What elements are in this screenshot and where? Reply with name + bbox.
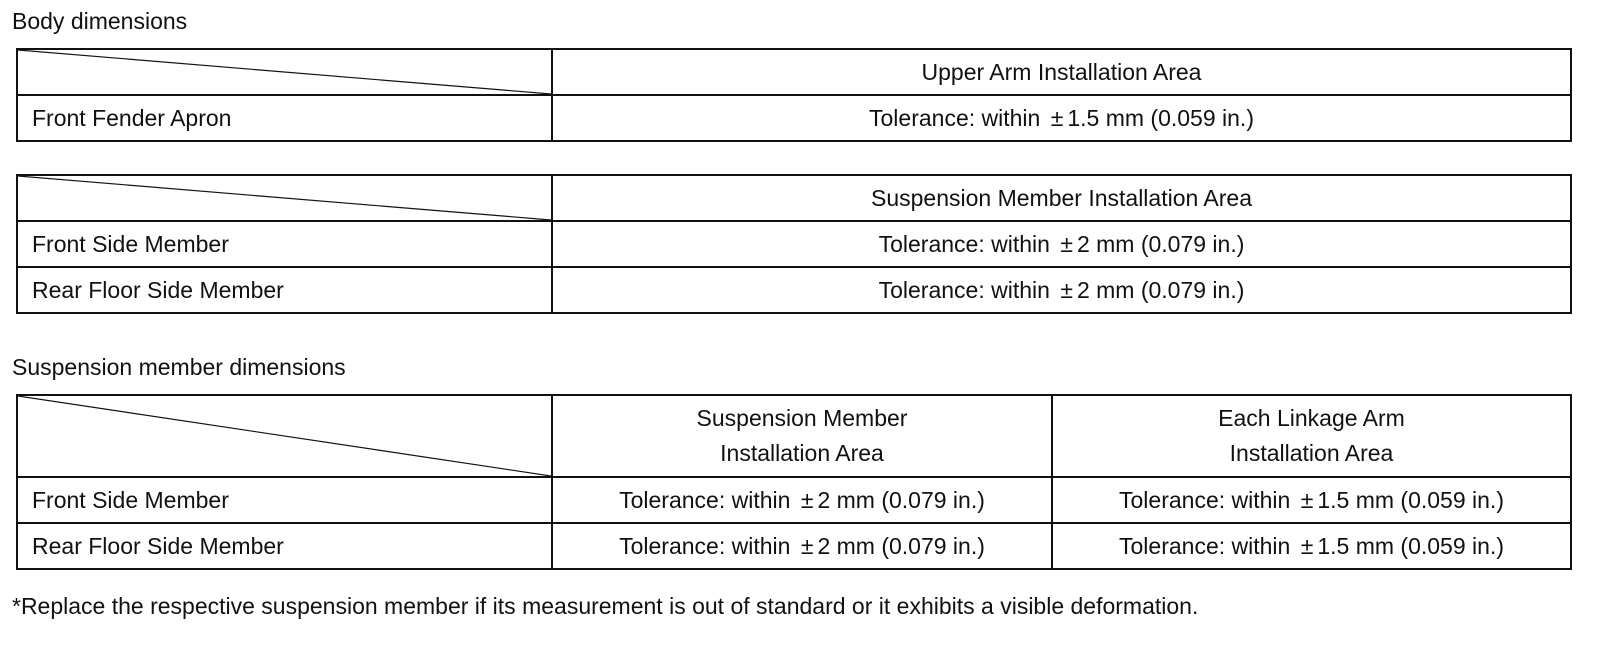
column-header-linkage-arm (1052, 395, 1571, 477)
tolerance-cell (1052, 477, 1571, 523)
tolerance-cell (552, 221, 1571, 267)
plus-minus-sign: ± (800, 532, 814, 559)
tolerance-value: 1.5 mm (0.059 in.) (1317, 486, 1504, 513)
tolerance-cell (552, 95, 1571, 141)
tolerance-value: 2 mm (0.079 in.) (1076, 276, 1245, 303)
diagonal-line (18, 50, 551, 94)
table-header-row (17, 175, 1571, 221)
row-label: Front Side Member (17, 477, 552, 523)
tolerance-prefix: Tolerance: within (1119, 486, 1291, 513)
plus-minus-sign: ± (1060, 276, 1073, 303)
table-header-row (17, 395, 1571, 477)
tolerance-value: 2 mm (0.079 in.) (817, 486, 985, 513)
table-header-row (17, 49, 1571, 95)
suspension-member-dimensions-heading: Suspension member dimensions (12, 354, 346, 380)
table-row (17, 523, 1571, 569)
tolerance-prefix: Tolerance: within (1119, 532, 1291, 559)
header-line: Installation Area (1229, 440, 1394, 466)
tolerance-prefix: Tolerance: within (869, 104, 1041, 131)
tolerance-value: 1.5 mm (0.059 in.) (1067, 104, 1254, 131)
tolerance-cell (552, 477, 1052, 523)
plus-minus-sign: ± (1300, 532, 1314, 559)
tolerance-value: 1.5 mm (0.059 in.) (1317, 532, 1504, 559)
column-header: Upper Arm Installation Area (552, 49, 1571, 95)
suspension-member-dimensions-table (16, 394, 1572, 570)
suspension-member-tolerance-table (16, 174, 1572, 314)
tolerance-cell (552, 523, 1052, 569)
tolerance-prefix: Tolerance: within (619, 532, 791, 559)
tolerance-cell (1052, 523, 1571, 569)
plus-minus-sign: ± (1300, 486, 1314, 513)
tolerance-cell (552, 267, 1571, 313)
tolerance-value: 2 mm (0.079 in.) (817, 532, 985, 559)
tolerance-prefix: Tolerance: within (878, 230, 1050, 257)
tolerance-value: 2 mm (0.079 in.) (1076, 230, 1245, 257)
corner-cell (17, 49, 552, 95)
header-line: Installation Area (720, 440, 884, 466)
table-row (17, 267, 1571, 313)
column-header: Suspension Member Installation Area (552, 175, 1571, 221)
corner-cell (17, 175, 552, 221)
header-line: Suspension Member (696, 405, 908, 431)
table-row (17, 95, 1571, 141)
tolerance-prefix: Tolerance: within (619, 486, 791, 513)
table-row (17, 221, 1571, 267)
table-row (17, 477, 1571, 523)
row-label: Front Side Member (17, 221, 552, 267)
footnote: *Replace the respective suspension member if its measurement is out of standard or it exhibits a visible deformation. (12, 593, 1199, 619)
upper-arm-tolerance-table (16, 48, 1572, 142)
row-label: Front Fender Apron (17, 95, 552, 141)
column-header-suspension-member (552, 395, 1052, 477)
body-dimensions-heading: Body dimensions (12, 8, 188, 34)
tolerance-prefix: Tolerance: within (878, 276, 1050, 303)
header-line: Each Linkage Arm (1218, 405, 1405, 431)
row-label: Rear Floor Side Member (17, 267, 552, 313)
row-label: Rear Floor Side Member (17, 523, 552, 569)
plus-minus-sign: ± (1060, 230, 1073, 257)
diagonal-line (18, 176, 551, 220)
plus-minus-sign: ± (800, 486, 814, 513)
diagonal-line (18, 396, 551, 476)
plus-minus-sign: ± (1050, 104, 1064, 131)
corner-cell (17, 395, 552, 477)
